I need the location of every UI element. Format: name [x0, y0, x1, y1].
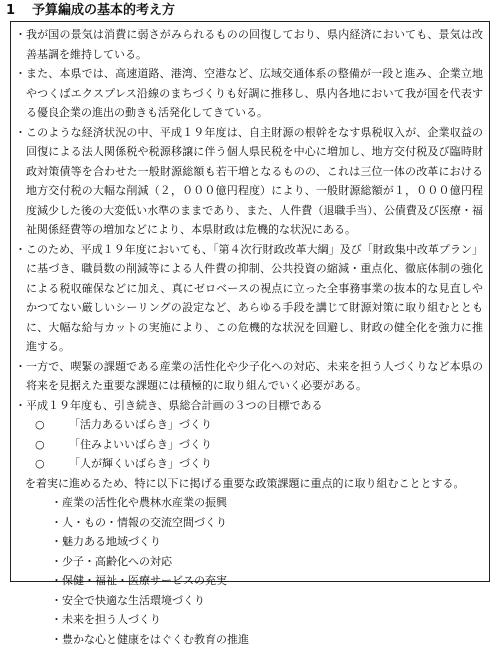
- priority-item: ・安全で快適な生活環境づくり: [15, 591, 483, 611]
- paragraph-text: 平成１９年度も、引き続き、県総合計画の３つの目標である: [26, 399, 323, 412]
- priority-item: ・人・もの・情報の交流空間づくり: [15, 513, 483, 533]
- paragraph-text: また、本県では、高速道路、港湾、空港など、広域交通体系の整備が一段と進み、企業立地やつくばエクスプレス沿線のまちづくりも好調に推移し、県内各地において我が国を代表する優良企業の進出の動きも活発化してきている。: [26, 67, 483, 119]
- paragraph-text: このため、平成１９年度においても、「第４次行財政改革大綱」及び「財政集中改革プラン」に基づき、職員数の削減等による人件費の抑制、公共投資の縮減・重点化、徹底体制の強化による税収確保などに加え、真にゼロベースの視点に立った全事務事業の抜本的な見直しやかつてない厳しいシーリングの設定など、あらゆる手段を講じて財源対策に取り組むとともに、大幅な給与カットの実施により、この危機的な状況を回避し、財政の健全化を強力に推進する。: [26, 243, 483, 354]
- goal-text: 「活力あるいばらき」づくり: [69, 418, 212, 431]
- goal-item: [15, 454, 483, 474]
- priority-item: ・未来を担う人づくり: [15, 610, 483, 630]
- goal-item: [15, 415, 483, 435]
- circle-marker-icon: ○: [35, 435, 69, 455]
- priority-item: ・保健・福祉・医療サービスの充実: [15, 571, 483, 591]
- section-heading: [6, 3, 175, 19]
- continuation-text: を着実に進めるため、特に以下に掲げる重要な政策課題に重点的に取り組むこととする。: [15, 474, 483, 494]
- paragraph-text: 我が国の景気は消費に弱さがみられるものの回復しており、県内経済においても、景気は改善基調を維持している。: [26, 28, 483, 61]
- goal-item: [15, 435, 483, 455]
- content-box: [10, 21, 490, 582]
- priority-item: ・少子・高齢化への対応: [15, 552, 483, 572]
- bullet-glyph: ・: [15, 396, 26, 416]
- paragraph-text: このような経済状況の中、平成１９年度は、自主財源の根幹をなす県税収入が、企業収益の回復による法人関係税や税源移譲に伴う個人県民税を中心に増加し、地方交付税及び臨時財政対策債等を合わせた一般財源総額も若干増となるものの、これは三位一体の改革における地方交付税の大幅な削減（２，０００億円程度）により、一般財源総額が１，０００億円程度減少した後の大変低い水準のままであり、また、人件費（退職手当）、公債費及び医療・福祉関係経費等の増加などにより、本県財政は危機的な状況にある。: [26, 126, 483, 237]
- bullet-glyph: ・: [15, 25, 26, 45]
- priority-item: ・豊かな心と健康をはぐくむ教育の推進: [15, 630, 483, 649]
- bullet-glyph: ・: [15, 357, 26, 377]
- bullet-glyph: ・: [15, 64, 26, 84]
- priority-item: ・魅力ある地域づくり: [15, 532, 483, 552]
- circle-marker-icon: ○: [35, 415, 69, 435]
- paragraph: [15, 357, 483, 396]
- paragraph: [15, 123, 483, 240]
- priority-item: ・産業の活性化や農林水産業の振興: [15, 493, 483, 513]
- section-number: 1: [6, 3, 32, 19]
- goal-text: 「住みよいいばらき」づくり: [69, 438, 212, 451]
- section-title: 予算編成の基本的考え方: [32, 3, 175, 18]
- paragraph: [15, 25, 483, 64]
- paragraph: [15, 240, 483, 357]
- paragraph: [15, 64, 483, 123]
- paragraph: [15, 396, 483, 416]
- paragraph-text: 一方で、喫緊の課題である産業の活性化や少子化への対応、未来を担う人づくりなど本県の将来を見据えた重要な課題には積極的に取り組んでいく必要がある。: [26, 360, 483, 393]
- circle-marker-icon: ○: [35, 454, 69, 474]
- bullet-glyph: ・: [15, 123, 26, 143]
- bullet-glyph: ・: [15, 240, 26, 260]
- goal-text: 「人が輝くいばらき」づくり: [69, 457, 212, 470]
